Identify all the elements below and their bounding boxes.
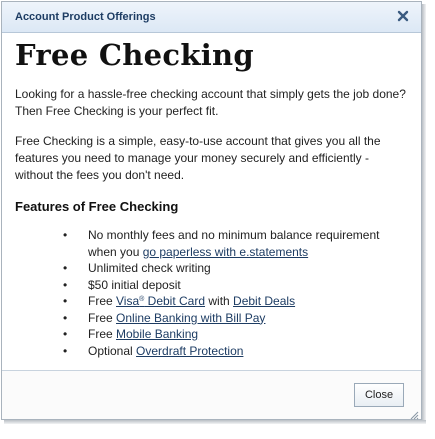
list-item — [15, 310, 409, 327]
list-item — [15, 293, 409, 310]
features-heading: Features of Free Checking — [15, 199, 179, 214]
bullet-icon: • — [63, 228, 68, 242]
dialog-footer — [2, 370, 421, 419]
description-text: Free Checking is a simple, easy-to-use account that gives you all the features you need to manage your money securely and efficiently - without the fees you don't need. — [15, 134, 381, 182]
close-x-icon[interactable] — [395, 8, 411, 24]
feature-text: Free — [88, 327, 117, 341]
feature-text: $50 initial deposit — [88, 277, 181, 292]
bullet-icon: • — [63, 327, 68, 341]
account-offerings-dialog — [1, 1, 422, 420]
bullet-icon: • — [63, 310, 68, 325]
debit-deals-link[interactable]: Debit Deals — [233, 294, 296, 308]
resize-grip-icon[interactable] — [409, 407, 419, 417]
feature-text: Unlimited check writing — [88, 261, 211, 275]
overdraft-protection-link[interactable]: Overdraft Protection — [136, 343, 244, 358]
dialog-content — [15, 32, 409, 359]
feature-text: No monthly fees and no minimum balance requirement when you — [88, 228, 380, 259]
dialog-titlebar[interactable] — [2, 2, 421, 33]
mobile-banking-link[interactable]: Mobile Banking — [116, 327, 199, 341]
list-item — [15, 343, 409, 360]
page-title: Free Checking — [15, 38, 255, 72]
dialog-shadow-right — [422, 4, 426, 422]
visa-debit-card-link[interactable] — [116, 294, 205, 308]
registered-mark: ® — [139, 296, 145, 303]
bullet-icon: • — [63, 343, 68, 358]
feature-text: Free — [88, 310, 117, 325]
features-list — [15, 227, 409, 359]
bullet-icon: • — [63, 294, 68, 308]
bullet-icon: • — [63, 261, 68, 275]
feature-text: Free — [88, 294, 117, 308]
intro-text: Looking for a hassle-free checking account that simply gets the job done? Then Free Checking is your perfect fit. — [15, 87, 406, 118]
list-item — [15, 326, 409, 343]
list-item — [15, 260, 409, 277]
feature-text: Optional — [88, 343, 137, 358]
bullet-icon: • — [63, 277, 68, 292]
close-button[interactable]: Close — [354, 383, 404, 407]
feature-text: with — [205, 294, 234, 308]
visa-link-text: Visa — [116, 294, 140, 308]
list-item — [15, 227, 409, 260]
debit-card-link-text: Debit Card — [144, 294, 206, 308]
online-banking-link[interactable]: Online Banking with Bill Pay — [116, 310, 266, 325]
dialog-title: Account Product Offerings — [15, 11, 156, 23]
list-item — [15, 277, 409, 294]
dialog-shadow-bottom — [4, 420, 426, 424]
paperless-estatements-link[interactable]: go paperless with e.statements — [142, 244, 309, 259]
